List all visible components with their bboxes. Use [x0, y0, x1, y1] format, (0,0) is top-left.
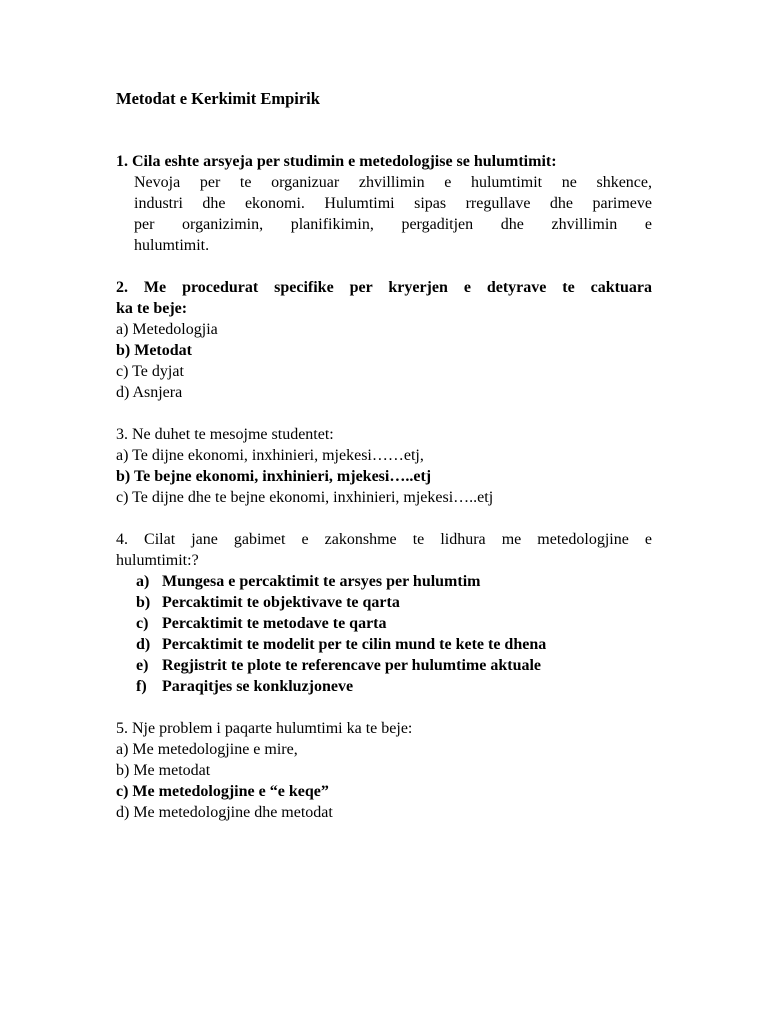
- option-a: a) Me metedologjine e mire,: [116, 741, 298, 758]
- option-label: b): [136, 594, 151, 611]
- question-2-text-cont: ka te beje:: [116, 300, 188, 317]
- option-b: b) Me metodat: [116, 762, 211, 779]
- question-4-text-cont: hulumtimit:?: [116, 552, 199, 569]
- option-c: c) Te dijne dhe te bejne ekonomi, inxhinieri, mjekesi…..etj: [116, 489, 494, 506]
- option-b-correct: b) Te bejne ekonomi, inxhinieri, mjekesi…..etj: [116, 468, 432, 485]
- option-f: [116, 676, 652, 697]
- option-text: Paraqitjes se konkluzjoneve: [162, 678, 354, 695]
- option-a: a) Metedologjia: [116, 321, 218, 338]
- option-b-correct: b) Metodat: [116, 342, 192, 359]
- question-5-text: 5. Nje problem i paqarte hulumtimi ka te beje:: [116, 720, 413, 737]
- option-label: f): [136, 678, 147, 695]
- question-4-text: 4. Cilat jane gabimet e zakonshme te lidhura me metedologjine e: [116, 531, 652, 548]
- option-label: c): [136, 615, 149, 632]
- option-e: [116, 655, 652, 676]
- option-text: Mungesa e percaktimit te arsyes per hulumtim: [162, 573, 481, 590]
- answer-line: Nevoja per te organizuar zhvillimin e hulumtimit ne shkence,: [134, 174, 652, 191]
- option-a: [116, 571, 652, 592]
- option-d: d) Asnjera: [116, 384, 183, 401]
- option-d: d) Me metedologjine dhe metodat: [116, 804, 333, 821]
- question-1-text: 1. Cila eshte arsyeja per studimin e metedologjise se hulumtimit:: [116, 153, 557, 170]
- option-text: Regjistrit te plote te referencave per hulumtime aktuale: [162, 657, 542, 674]
- question-1: [116, 151, 652, 256]
- option-label: d): [136, 636, 151, 653]
- option-label: e): [136, 657, 149, 674]
- question-2: [116, 277, 652, 403]
- question-3: [116, 424, 652, 508]
- question-1-answer: [116, 172, 652, 256]
- answer-line: hulumtimit.: [134, 237, 210, 254]
- option-b: [116, 592, 652, 613]
- option-text: Percaktimit te modelit per te cilin mund te kete te dhena: [162, 636, 547, 653]
- option-text: Percaktimit te objektivave te qarta: [162, 594, 400, 611]
- option-c: [116, 613, 652, 634]
- answer-line: industri dhe ekonomi. Hulumtimi sipas rregullave dhe parimeve: [134, 195, 652, 212]
- question-4: [116, 529, 652, 697]
- option-c-correct: c) Me metedologjine e “e keqe”: [116, 783, 329, 800]
- option-d: [116, 634, 652, 655]
- option-text: Percaktimit te metodave te qarta: [162, 615, 387, 632]
- question-2-text: 2. Me procedurat specifike per kryerjen e detyrave te caktuara: [116, 279, 652, 296]
- option-c: c) Te dyjat: [116, 363, 184, 380]
- option-label: a): [136, 573, 150, 590]
- document-title: Metodat e Kerkimit Empirik: [116, 89, 320, 108]
- answer-line: per organizimin, planifikimin, pergaditjen dhe zhvillimin e: [134, 216, 652, 233]
- question-5: [116, 718, 652, 823]
- question-3-text: 3. Ne duhet te mesojme studentet:: [116, 426, 334, 443]
- option-a: a) Te dijne ekonomi, inxhinieri, mjekesi……etj,: [116, 447, 424, 464]
